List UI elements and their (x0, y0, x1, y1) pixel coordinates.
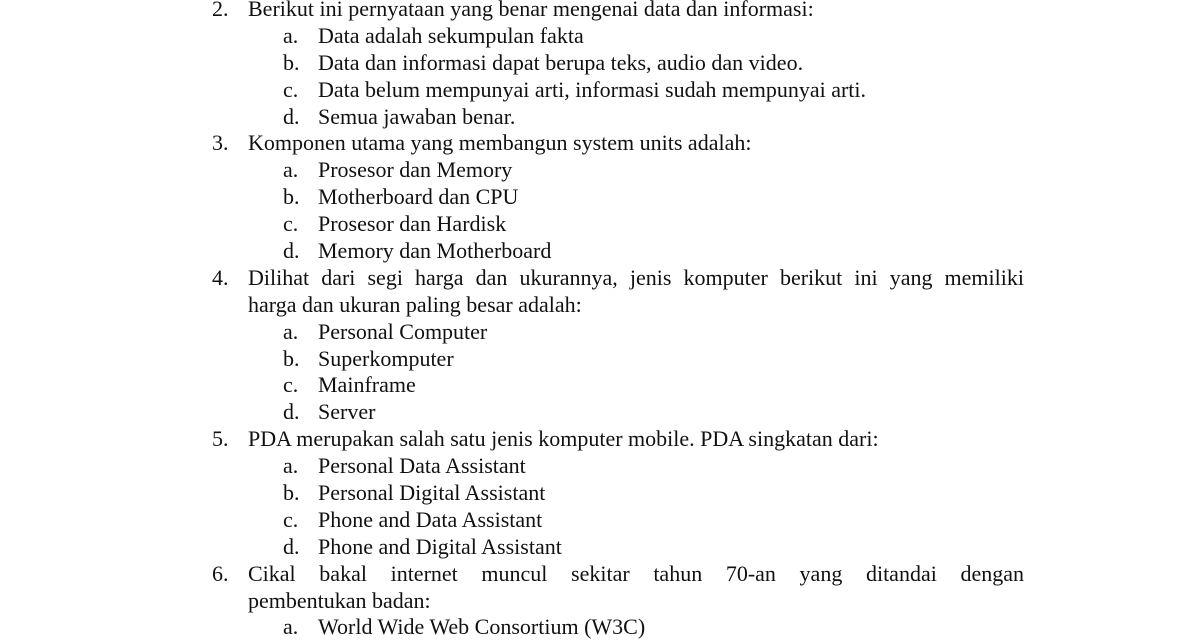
option-item (0, 77, 1200, 104)
option-item (0, 157, 1200, 184)
option-item (0, 614, 1200, 641)
option-letter: d. (283, 238, 300, 264)
option-item (0, 534, 1200, 561)
question-text: harga dan ukuran paling besar adalah: (248, 291, 582, 317)
question-number: 2. (212, 0, 229, 21)
option-text: Data belum mempunyai arti, informasi sudah mempunyai arti. (318, 76, 867, 102)
option-text: Data adalah sekumpulan fakta (318, 22, 584, 48)
question-number: 4. (212, 264, 229, 290)
question-text: Berikut ini pernyataan yang benar mengenai data dan informasi: (248, 0, 814, 21)
option-letter: a. (283, 614, 299, 640)
option-text: World Wide Web Consortium (W3C) (318, 614, 646, 640)
question-number: 3. (212, 130, 229, 156)
question-text: pembentukan badan: (248, 587, 431, 613)
option-letter: b. (283, 49, 300, 75)
option-item (0, 399, 1200, 426)
option-letter: c. (283, 76, 299, 102)
option-text: Phone and Data Assistant (318, 506, 543, 532)
option-text: Memory dan Motherboard (318, 238, 552, 264)
option-item (0, 211, 1200, 238)
option-letter: c. (283, 506, 299, 532)
question-6 (0, 561, 1200, 641)
option-text: Motherboard dan CPU (318, 184, 519, 210)
question-number: 6. (212, 560, 229, 586)
question-number: 5. (212, 426, 229, 452)
option-letter: b. (283, 345, 300, 371)
question-line (0, 265, 1200, 292)
option-letter: c. (283, 211, 299, 237)
option-letter: a. (283, 157, 299, 183)
option-text: Server (318, 399, 376, 425)
option-letter: b. (283, 184, 300, 210)
question-line (0, 130, 1200, 157)
question-line (0, 0, 1200, 23)
option-letter: a. (283, 318, 299, 344)
option-item (0, 319, 1200, 346)
question-text: PDA merupakan salah satu jenis komputer mobile. PDA singkatan dari: (248, 426, 879, 452)
option-letter: b. (283, 480, 300, 506)
option-text: Semua jawaban benar. (318, 103, 516, 129)
option-item (0, 184, 1200, 211)
question-line-continued (0, 292, 1200, 319)
option-item (0, 23, 1200, 50)
question-text: Komponen utama yang membangun system units adalah: (248, 130, 752, 156)
option-text: Data dan informasi dapat berupa teks, audio dan video. (318, 49, 804, 75)
question-text: Cikal bakal internet muncul sekitar tahun 70-an yang ditandai dengan (248, 560, 1024, 586)
option-text: Phone and Digital Assistant (318, 533, 562, 559)
question-4 (0, 265, 1200, 426)
option-item (0, 372, 1200, 399)
option-letter: d. (283, 103, 300, 129)
option-item (0, 453, 1200, 480)
option-item (0, 346, 1200, 373)
option-text: Personal Data Assistant (318, 453, 526, 479)
option-letter: d. (283, 533, 300, 559)
question-line (0, 561, 1200, 588)
option-letter: a. (283, 22, 299, 48)
question-line (0, 426, 1200, 453)
option-text: Prosesor dan Memory (318, 157, 513, 183)
option-text: Personal Digital Assistant (318, 480, 546, 506)
question-text: Dilihat dari segi harga dan ukurannya, jenis komputer berikut ini yang memiliki (248, 264, 1024, 290)
question-5 (0, 426, 1200, 560)
option-text: Mainframe (318, 372, 416, 398)
question-line-continued (0, 588, 1200, 615)
question-2 (0, 0, 1200, 130)
option-item (0, 507, 1200, 534)
option-item (0, 480, 1200, 507)
option-text: Personal Computer (318, 318, 488, 344)
option-text: Prosesor dan Hardisk (318, 211, 507, 237)
option-item (0, 50, 1200, 77)
option-letter: c. (283, 372, 299, 398)
question-3 (0, 130, 1200, 264)
option-text: Superkomputer (318, 345, 454, 371)
option-letter: a. (283, 453, 299, 479)
option-item (0, 238, 1200, 265)
option-item (0, 104, 1200, 131)
option-letter: d. (283, 399, 300, 425)
